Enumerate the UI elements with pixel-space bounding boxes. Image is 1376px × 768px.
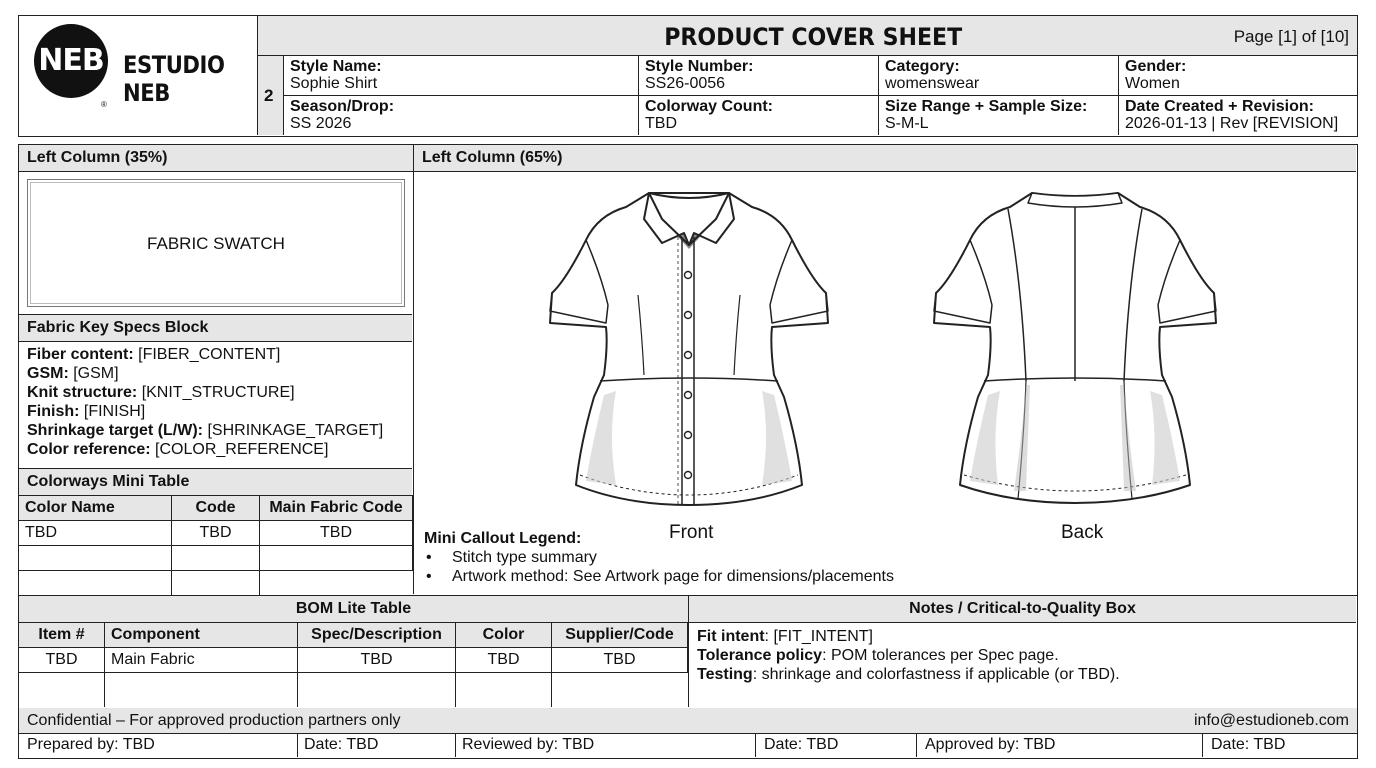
signoff-row	[18, 733, 1358, 759]
field-style-name: Style Name: Sophie Shirt	[284, 56, 639, 96]
brand-area	[19, 16, 258, 135]
back-label: Back	[1061, 522, 1104, 543]
bom-header-row	[19, 623, 688, 648]
page-title: PRODUCT COVER SHEET	[664, 23, 963, 51]
right-column-title: Left Column (65%)	[414, 145, 1356, 172]
bom-header-supplier: Supplier/Code	[552, 623, 688, 648]
left-column-title: Left Column (35%)	[19, 145, 413, 172]
spec-shrinkage: Shrinkage target (L/W): [SHRINKAGE_TARGET]	[27, 422, 384, 439]
bom-header-spec: Spec/Description	[298, 623, 456, 648]
confidential-note: Confidential – For approved production partners only	[27, 712, 401, 729]
field-style-number: Style Number: SS26-0056	[639, 56, 879, 96]
contact-email: info@estudioneb.com	[1194, 712, 1349, 729]
field-gender: Gender: Women	[1119, 56, 1357, 96]
footer-bar	[18, 708, 1358, 734]
reviewed-by: Reviewed by: TBD	[456, 734, 756, 757]
logo-circle	[34, 24, 108, 98]
legend-title: Mini Callout Legend:	[424, 530, 582, 547]
registered-icon: ®	[101, 100, 107, 109]
middle-section	[18, 144, 1358, 596]
mini-callout-legend	[424, 529, 1044, 586]
reviewed-date: Date: TBD	[756, 734, 917, 757]
colorways-header-code: Code	[172, 496, 260, 521]
bullet-icon: •	[426, 549, 432, 566]
bom-block	[19, 596, 689, 707]
left-column	[19, 145, 414, 594]
note-tolerance-policy: Tolerance policy: POM tolerances per Spec page.	[697, 647, 1059, 664]
approved-date: Date: TBD	[1211, 736, 1286, 753]
right-column	[414, 145, 1356, 594]
spec-color-reference: Color reference: [COLOR_REFERENCE]	[27, 441, 329, 458]
fabric-swatch-box	[27, 179, 405, 307]
notes-lines	[689, 623, 1356, 688]
page-indicator: Page [1] of [10]	[1233, 27, 1349, 46]
colorways-title: Colorways Mini Table	[19, 468, 412, 496]
field-date-created: Date Created + Revision: 2026-01-13 | Rev [REVISION]	[1125, 98, 1339, 132]
table-row: TBD TBD TBD	[19, 521, 413, 546]
bom-header-color: Color	[456, 623, 552, 648]
colorways-table	[18, 495, 413, 596]
shirt-front-sketch	[546, 185, 832, 515]
spec-gsm: GSM: [GSM]	[27, 365, 119, 382]
fabric-specs-list	[27, 345, 407, 459]
prepared-by: Prepared by: TBD	[19, 734, 298, 757]
field-season: Season/Drop: SS 2026	[284, 96, 639, 135]
bottom-section	[18, 595, 1358, 709]
colorways-header-color-name: Color Name	[19, 496, 172, 521]
header-block	[18, 15, 1358, 137]
table-row	[19, 571, 413, 596]
bullet-icon: •	[426, 568, 432, 585]
title-bar	[258, 16, 1357, 56]
fabric-specs-title: Fabric Key Specs Block	[19, 314, 412, 342]
table-row: TBD Main Fabric TBD TBD TBD	[19, 648, 688, 673]
fabric-swatch-label: FABRIC SWATCH	[147, 234, 285, 253]
table-row	[19, 546, 413, 571]
notes-title: Notes / Critical-to-Quality Box	[689, 596, 1356, 623]
field-size-range: Size Range + Sample Size: S-M-L	[879, 96, 1119, 135]
bom-table	[18, 622, 688, 707]
bom-title: BOM Lite Table	[19, 596, 688, 623]
list-item: • Artwork method: See Artwork page for dimensions/placements	[426, 568, 894, 585]
brand-name: ESTUDIO NEB	[123, 51, 225, 107]
row-number: 2	[264, 86, 274, 105]
field-category: Category: womenswear	[879, 56, 1119, 96]
logo-text: NEB	[38, 43, 104, 78]
table-row	[19, 673, 688, 707]
spec-finish: Finish: [FINISH]	[27, 403, 146, 420]
colorways-header-row	[19, 496, 413, 521]
bom-header-item: Item #	[19, 623, 105, 648]
approved-by: Approved by: TBD	[917, 734, 1203, 757]
note-testing: Testing: shrinkage and colorfastness if applicable (or TBD).	[697, 666, 1120, 683]
bom-header-component: Component	[105, 623, 298, 648]
field-colorway-count: Colorway Count: TBD	[639, 96, 879, 135]
row-number-cell	[258, 56, 284, 135]
spec-fiber-content: Fiber content: [FIBER_CONTENT]	[27, 346, 281, 363]
colorways-header-main-fabric-code: Main Fabric Code	[260, 496, 413, 521]
list-item: • Stitch type summary	[426, 549, 597, 566]
note-fit-intent: Fit intent: [FIT_INTENT]	[697, 628, 873, 645]
notes-block	[689, 596, 1356, 707]
prepared-date: Date: TBD	[298, 734, 456, 757]
spec-knit-structure: Knit structure: [KNIT_STRUCTURE]	[27, 384, 295, 401]
front-label: Front	[669, 522, 714, 543]
shirt-back-sketch	[932, 185, 1218, 515]
